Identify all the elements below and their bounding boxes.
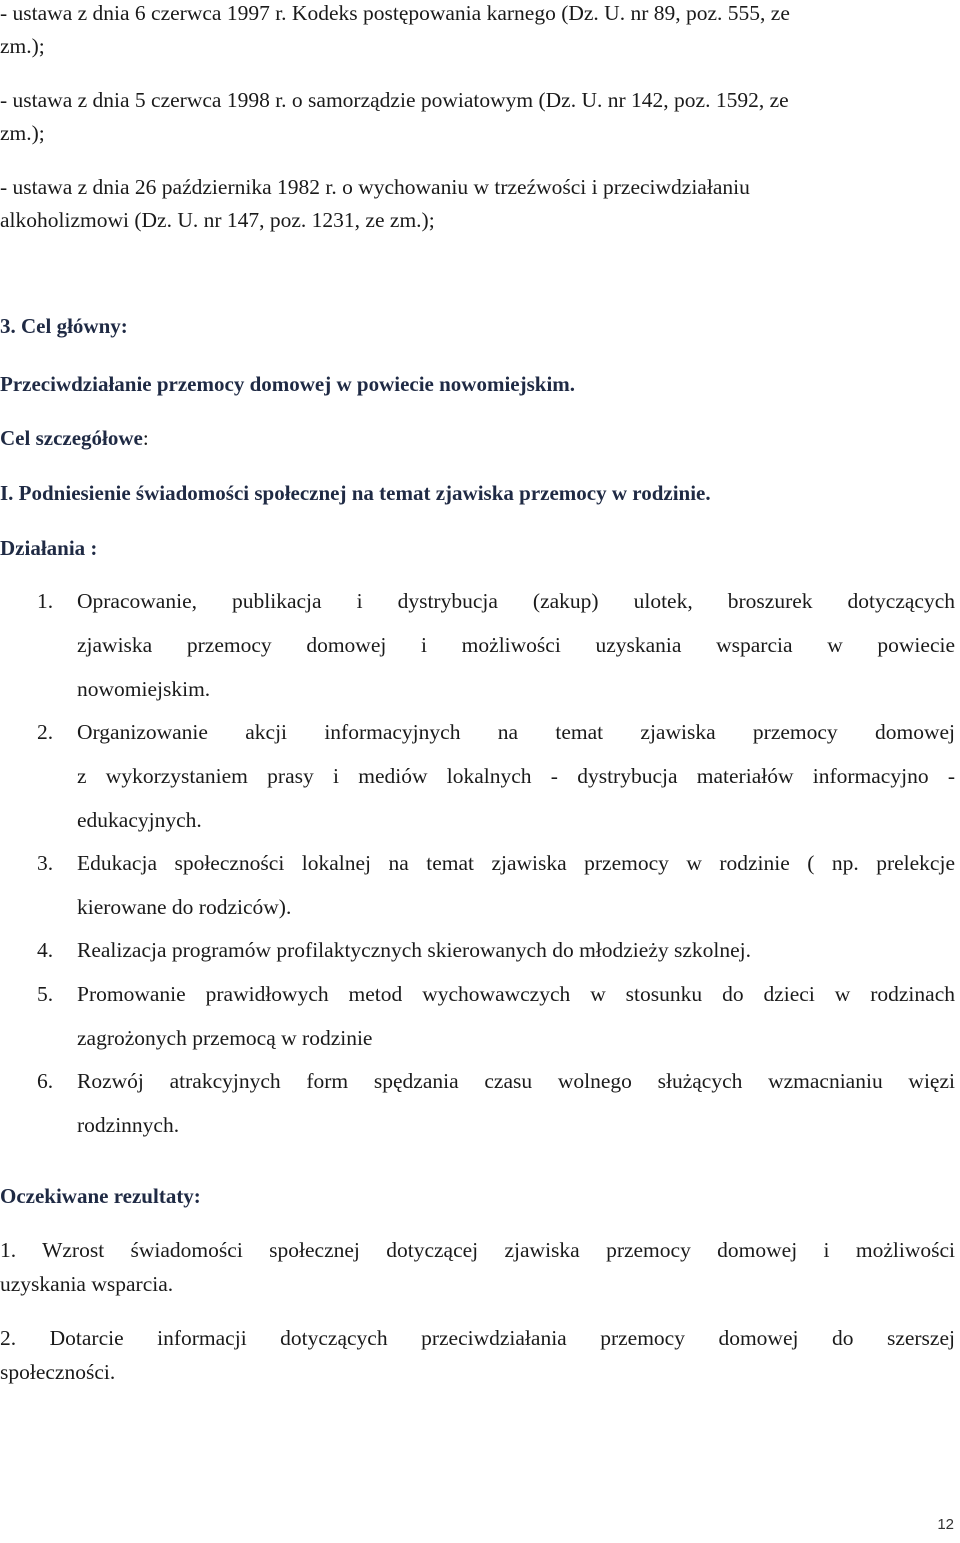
main-goal-text: Przeciwdziałanie przemocy domowej w powiecie nowomiejskim. [0,372,576,396]
legal-reference-line: alkoholizmowi (Dz. U. nr 147, poz. 1231, ze zm.); [0,208,435,232]
action-line: rodzinnych. [77,1113,180,1137]
specific-goal-1: I. Podniesienie świadomości społecznej na temat zjawiska przemocy w rodzinie. [0,481,711,505]
action-number: 1. [37,589,54,613]
action-number: 2. [37,720,54,744]
action-line: kierowane do rodziców). [77,895,292,919]
action-line: zagrożonych przemocą w rodzinie [77,1026,373,1050]
specific-goals-heading [0,426,149,451]
action-line: nowomiejskim. [77,677,211,701]
legal-reference [0,0,960,63]
legal-reference-line: - ustawa z dnia 26 października 1982 r. o wychowaniu w trzeźwości i przeciwdziałaniu [0,175,750,199]
action-line: Realizacja programów profilaktycznych skierowanych do młodzieży szkolnej. [77,938,752,962]
page-number: 12 [937,1516,954,1533]
action-line: zjawiska przemocy domowej i możliwości uzyskania wsparcia w powiecie [77,633,955,657]
action-number: 3. [37,851,54,875]
result-line: uzyskania wsparcia. [0,1272,174,1296]
legal-reference-line: - ustawa z dnia 5 czerwca 1998 r. o samorządzie powiatowym (Dz. U. nr 142, poz. 1592, ze [0,88,789,112]
result-line: 2. Dotarcie informacji dotyczących przeciwdziałania przemocy domowej do szerszej [0,1326,955,1350]
action-line: Edukacja społeczności lokalnej na temat zjawiska przemocy w rodzinie ( np. prelekcje [77,851,955,875]
results-heading: Oczekiwane rezultaty: [0,1184,201,1208]
specific-goals-heading-label: Cel szczegółowe [0,426,143,450]
action-number: 5. [37,982,54,1006]
legal-reference [0,171,960,237]
main-goal-heading: 3. Cel główny: [0,314,128,338]
legal-reference-line: - ustawa z dnia 6 czerwca 1997 r. Kodeks postępowania karnego (Dz. U. nr 89, poz. 555, ze [0,1,790,25]
result-line: 1. Wzrost świadomości społecznej dotyczącej zjawiska przemocy domowej i możliwości [0,1238,955,1262]
action-line: edukacyjnych. [77,808,202,832]
action-line: z wykorzystaniem prasy i mediów lokalnych - dystrybucja materiałów informacyjno - [77,764,955,788]
action-line: Rozwój atrakcyjnych form spędzania czasu wolnego służących wzmacnianiu więzi [77,1069,955,1093]
action-number: 6. [37,1069,54,1093]
result-line: społeczności. [0,1360,116,1384]
action-line: Promowanie prawidłowych metod wychowawczych w stosunku do dzieci w rodzinach [77,982,955,1006]
action-line: Organizowanie akcji informacyjnych na temat zjawiska przemocy domowej [77,720,955,744]
legal-reference-line: zm.); [0,121,45,145]
action-line: Opracowanie, publikacja i dystrybucja (zakup) ulotek, broszurek dotyczących [77,589,955,613]
legal-reference [0,84,960,150]
legal-reference-line: zm.); [0,34,45,58]
specific-goals-heading-colon: : [142,426,149,450]
actions-heading: Działania : [0,536,98,560]
action-number: 4. [37,938,54,962]
